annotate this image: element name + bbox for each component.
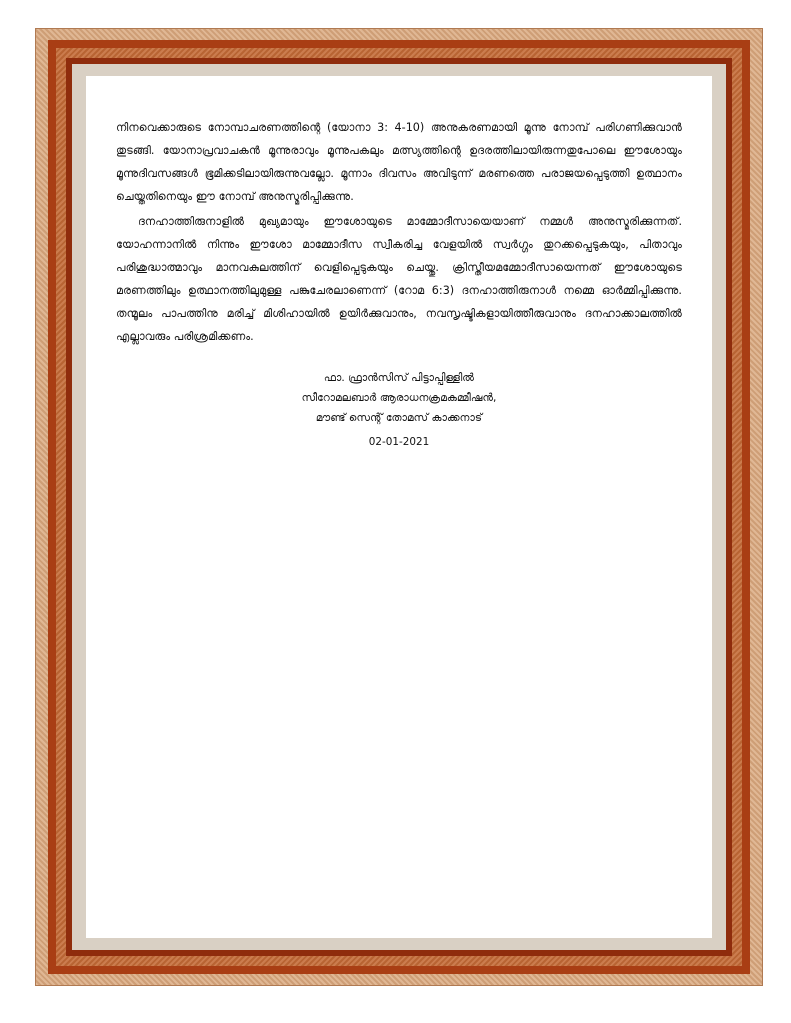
signature-role: സീറോമലബാർ ആരാധനക്രമകമ്മീഷൻ, [301,392,497,404]
signature-block [116,368,682,428]
signature-name: ഫാ. ഫ്രാൻസിസ് പിട്ടാപ്പിള്ളിൽ [323,372,475,384]
document-content [86,76,712,938]
paragraph-2: ദനഹാത്തിരുനാളിൽ മുഖ്യമായും ഈശോയുടെ മാമ്മോദീസായെയാണ് നമ്മൾ അനുസ്മരിക്കുന്നത്. യോഹന്നാനിൽ നിന്നും ഈശോ മാമ്മോദീസ സ്വീകരിച്ച വേളയിൽ സ്വർഗ്ഗം തുറക്കപ്പെടുകയും, പിതാവും പരിശുദ്ധാത്മാവും മാനവകുലത്തിന് വെളിപ്പെടുകയും ചെയ്തു. ക്രിസ്തീയമമ്മോദീസായെന്നത് ഈശോയുടെ മരണത്തിലും ഉത്ഥാനത്തിലുമുള്ള പങ്കുചേരലാണെന്ന് (റോമ 6:3) ദനഹാത്തിരുനാൾ നമ്മെ ഓർമ്മിപ്പിക്കുന്നു. തന്മൂലം പാപത്തിനു മരിച്ച് മിശിഹായിൽ ഉയിർക്കുവാനും, നവസൃഷ്ടികളായിത്തീരുവാനും ദനഹാക്കാലത്തിൽ എല്ലാവരും പരിശ്രമിക്കണം. [116,215,682,343]
paragraph-1: നിനവെക്കാരുടെ നോമ്പാചരണത്തിന്റെ (യോനാ 3: 4-10) അനുകരണമായി മൂന്നു നോമ്പ് പരിഗണിക്കുവാൻ തുടങ്ങി. യോനാപ്രവാചകൻ മൂന്നുരാവും മൂന്നുപകലും മത്സ്യത്തിന്റെ ഉദരത്തിലായിരുന്നതുപോലെ ഈശോയും മൂന്നുദിവസങ്ങൾ ഭൂമിക്കടിലായിരുന്നുവല്ലോ. മൂന്നാം ദിവസം അവിടുന്ന് മരണത്തെ പരാജയപ്പെടുത്തി ഉത്ഥാനം ചെയ്തതിനെയും ഈ നോമ്പ് അനുസ്മരിപ്പിക്കുന്നു. [116,121,682,203]
signature-place: മൗണ്ട് സെന്റ് തോമസ് കാക്കനാട് [315,412,483,424]
document-date: 02-01-2021 [368,436,430,448]
